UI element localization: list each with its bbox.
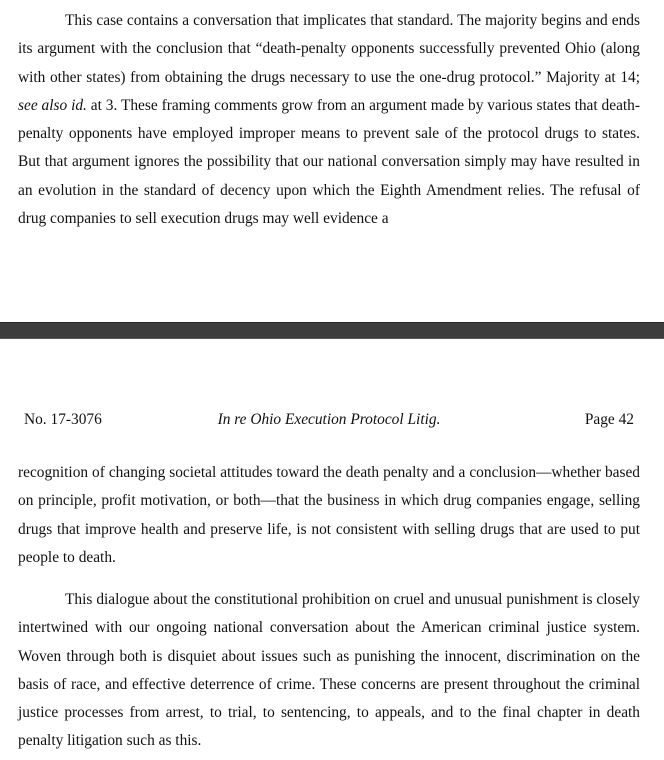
citation-see-also-id: see also id. [18,96,87,114]
running-header [24,408,634,432]
paragraph-1-text-a: This case contains a conversation that implicates that standard. The majority begins and ends its argument with the conclusion that “death-penalty opponents successfully prevented Ohio (along with other states) from obtaining the drugs necessary to use the one-drug protocol.” Majority at 14; [18,12,640,86]
paragraph-recognition: recognition of changing societal attitudes toward the death penalty and a conclusion—whether based on principle, profit motivation, or both—that the business in which drug companies engage, selling drugs that improve health and preserve life, is not consistent with selling drugs that are used to put people to death. [18,464,640,566]
page-break-divider [0,322,664,339]
paragraph-dialogue [18,586,640,756]
case-number: No. 17-3076 [24,411,102,428]
paragraph-continued-standard [18,7,640,233]
paragraph-1-text-b: at 3. These framing comments grow from an argument made by various states that death-penalty opponents have employed improper means to prevent sale of the protocol drugs to states. But that argument ignores the possibility that our national conversation simply may have resulted in an evolution in the standard of decency upon which the Eighth Amendment relies. The refusal of drug companies to sell execution drugs may well evidence a [18,96,640,228]
paragraph-3-text: This dialogue about the constitutional prohibition on cruel and unusual punishment is closely intertwined with our ongoing national conversation about the American criminal justice system. Woven through both is disquiet about issues such as punishing the innocent, discrimination on the basis of race, and effective deterrence of crime. These concerns are present throughout the criminal justice processes from arrest, to trial, to sentencing, to appeals, and to the final chapter in death penalty litigation such as this. [18,591,640,750]
page-number: Page 42 [584,411,634,428]
case-title: In re Ohio Execution Protocol Litig. [217,411,441,428]
page-41-bottom [0,0,664,322]
